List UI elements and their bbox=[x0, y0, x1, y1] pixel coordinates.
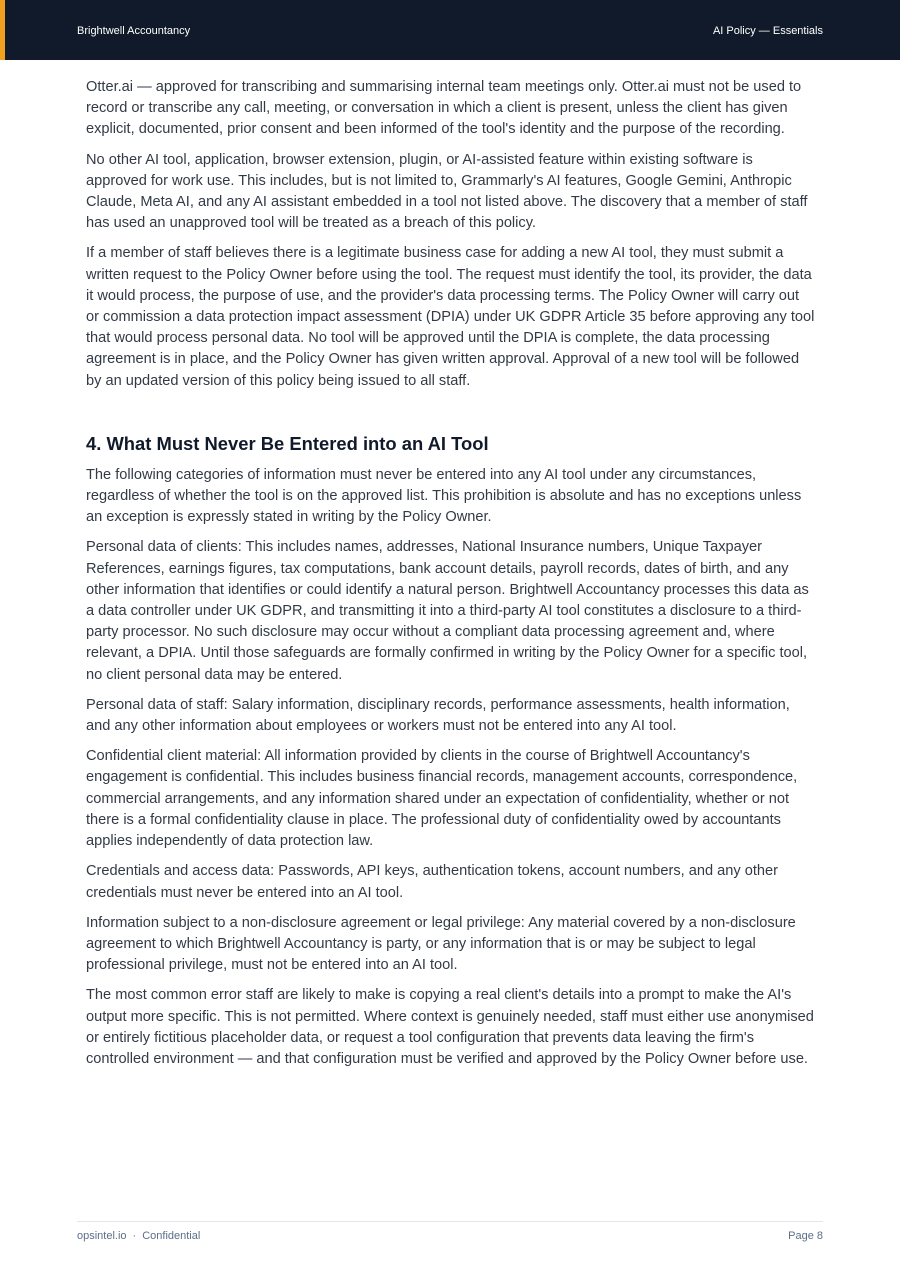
paragraph-confidential-client-material: Confidential client material: All information provided by clients in the course of Brightwell Accountancy's engagement is confidential. This includes business financial records, management accounts, correspondence, commercial arrangements, and any information shared under an expectation of confidentiality, whether or not there is a formal confidentiality clause in place. The professional duty of confidentiality owed by accountants applies independently of data protection law. bbox=[86, 748, 798, 850]
paragraph-section-4-intro: The following categories of information must never be entered into any AI tool under any circumstances, regardless of whether the tool is on the approved list. This prohibition is absolute and has no exceptions unless an exception is expressly stated in writing by the Policy Owner. bbox=[86, 466, 802, 526]
header-company-name: Brightwell Accountancy bbox=[77, 25, 191, 37]
footer-divider bbox=[77, 1221, 823, 1222]
paragraph-credentials: Credentials and access data: Passwords, API keys, authentication tokens, account numbers, and any other credentials must never be entered into an AI tool. bbox=[86, 863, 778, 901]
paragraph-no-other-tools: No other AI tool, application, browser extension, plugin, or AI-assisted feature within existing software is approved for work use. This includes, but is not limited to, Grammarly's AI features, Google Gemini, Anthropic Claude, Meta AI, and any AI assistant embedded in a tool not listed above. The discovery that a member of staff has used an unapproved tool will be treated as a breach of this policy. bbox=[86, 151, 808, 232]
footer-classification: Confidential bbox=[142, 1230, 201, 1242]
header-document-title: AI Policy — Essentials bbox=[712, 25, 823, 37]
document-body bbox=[86, 77, 816, 1079]
footer-source bbox=[77, 1229, 200, 1243]
paragraph-client-personal-data: Personal data of clients: This includes names, addresses, National Insurance numbers, Unique Taxpayer References, earnings figures, tax computations, bank account details, payroll records, dates of birth, and any other information that identifies or could identify a natural person. Brightwell Accountancy processes this data as a data controller under UK GDPR, and transmitting it into a third-party AI tool constitutes a disclosure to a third-party processor. No such disclosure may occur without a compliant data processing agreement and, where relevant, a DPIA. Until those safeguards are formally confirmed in writing by the Policy Owner for a specific tool, no client personal data may be entered. bbox=[86, 539, 809, 683]
paragraph-staff-personal-data: Personal data of staff: Salary information, disciplinary records, performance assessments, health information, and any other information about employees or workers must not be entered into any AI tool. bbox=[86, 696, 790, 735]
paragraph-otter-approval: Otter.ai — approved for transcribing and summarising internal team meetings only. Otter.ai must not be used to record or transcribe any call, meeting, or conversation in which a client is present, unless the client has given explicit, documented, prior consent and been informed of the tool's identity and the purpose of the recording. bbox=[86, 79, 802, 138]
footer-page-number: Page 8 bbox=[788, 1230, 823, 1242]
paragraph-new-tool-request: If a member of staff believes there is a legitimate business case for adding a new AI tool, they must submit a written request to the Policy Owner before using the tool. The request must identify the tool, its provider, the data it would process, the purpose of use, and the provider's data processing terms. The Policy Owner will carry out or commission a data protection impact assessment (DPIA) under UK GDPR Article 35 before approving any tool that would process personal data. No tool will be approved until the DPIA is complete, the data processing agreement is in place, and the Policy Owner has given written approval. Approval of a new tool will be followed by an updated version of this policy being issued to all staff. bbox=[86, 245, 815, 389]
paragraph-nda-privilege: Information subject to a non-disclosure agreement or legal privilege: Any material covered by a non-disclosure agreement to which Brightwell Accountancy is party, or any information that is or may be subject to legal professional privilege, must not be entered into an AI tool. bbox=[86, 914, 796, 974]
footer-site: opsintel.io bbox=[77, 1230, 127, 1242]
header-accent-stripe bbox=[0, 0, 5, 60]
section-4-heading: 4. What Must Never Be Entered into an AI Tool bbox=[86, 432, 489, 454]
paragraph-common-error: The most common error staff are likely to make is copying a real client's details into a prompt to make the AI's output more specific. This is not permitted. Where context is genuinely needed, staff must either use anonymised or entirely fictitious placeholder data, or request a tool configuration that prevents data leaving the firm's controlled environment — and that configuration must be verified and approved by the Policy Owner before use. bbox=[86, 987, 814, 1067]
footer-separator: · bbox=[132, 1230, 137, 1242]
page-header-bar bbox=[0, 0, 900, 60]
